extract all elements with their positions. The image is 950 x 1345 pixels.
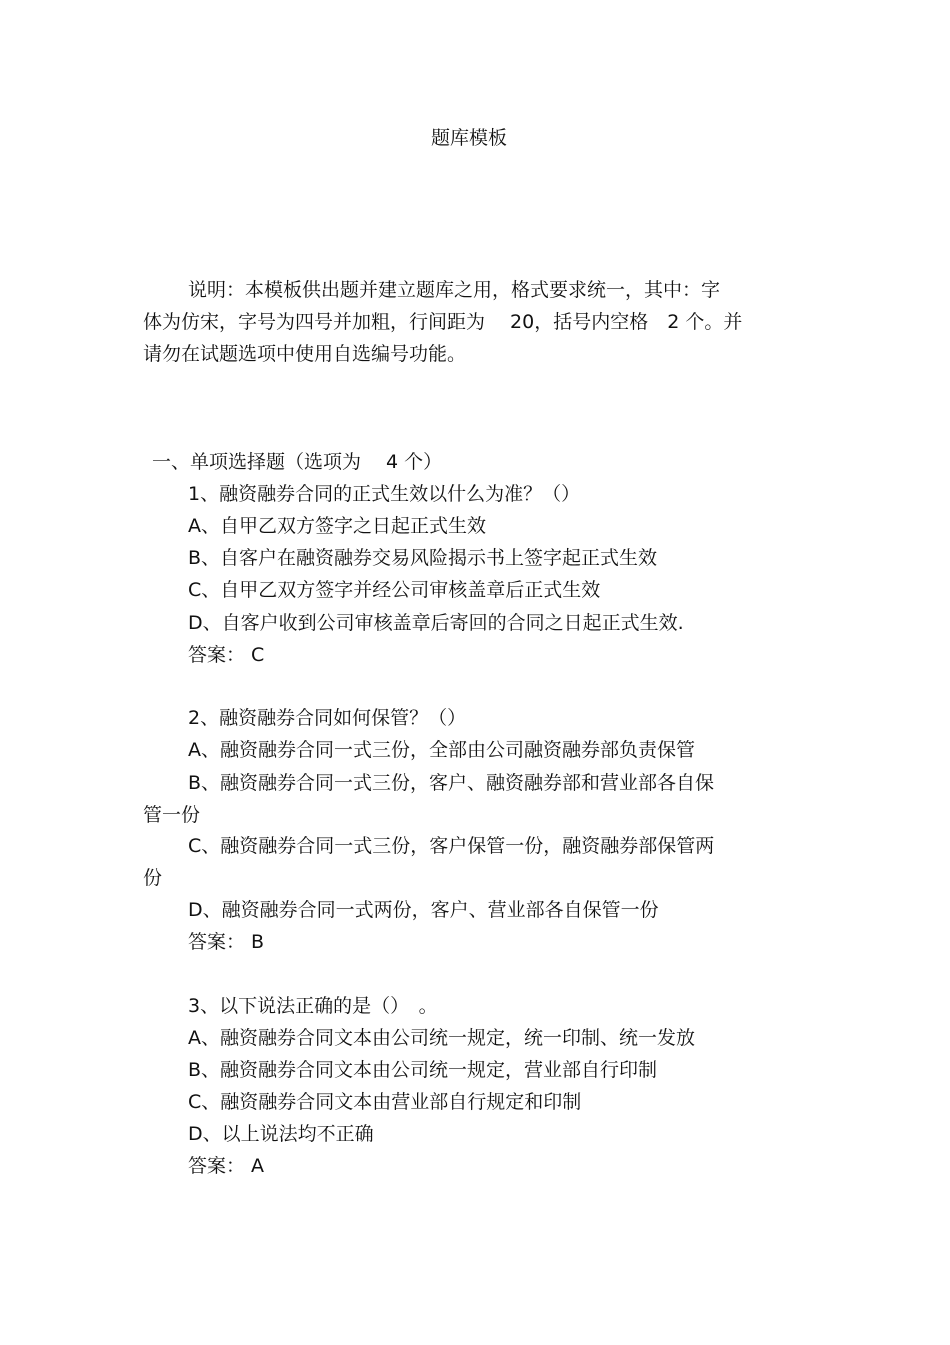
page-title: 题库模板	[431, 127, 508, 149]
intro-line-3: 请勿在试题选项中使用自选编号功能。	[143, 343, 467, 365]
question-2-option-c-continued: 份	[143, 867, 163, 889]
intro-line-2: 体为仿宋，字号为四号并加粗，行间距为 20，括号内空格 2 个。并	[143, 311, 743, 333]
question-3-stem: 3、以下说法正确的是（） 。	[188, 995, 438, 1017]
question-1-option-c: C、自甲乙双方签字并经公司审核盖章后正式生效	[188, 579, 601, 601]
intro-line-1: 说明：本模板供出题并建立题库之用，格式要求统一，其中：字	[188, 279, 721, 301]
question-3-option-c: C、融资融券合同文本由营业部自行规定和印制	[188, 1091, 582, 1113]
question-3-option-b: B、融资融券合同文本由公司统一规定，营业部自行印制	[188, 1059, 658, 1081]
question-2-answer: 答案： B	[188, 931, 265, 953]
question-3-answer: 答案： A	[188, 1155, 265, 1177]
question-2-option-d: D、融资融券合同一式两份，客户、营业部各自保管一份	[188, 899, 659, 921]
question-1-option-b: B、自客户在融资融券交易风险揭示书上签字起正式生效	[188, 547, 658, 569]
question-3-option-d: D、以上说法均不正确	[188, 1123, 374, 1145]
question-1-stem: 1、融资融券合同的正式生效以什么为准？（）	[188, 483, 581, 505]
question-2-option-a: A、融资融券合同一式三份，全部由公司融资融券部负责保管	[188, 739, 695, 761]
question-1-option-d: D、自客户收到公司审核盖章后寄回的合同之日起正式生效.	[188, 612, 684, 634]
question-2-stem: 2、融资融券合同如何保管？（）	[188, 707, 467, 729]
question-1-answer: 答案： C	[188, 644, 265, 666]
question-2-option-c: C、融资融券合同一式三份，客户保管一份，融资融券部保管两	[188, 835, 715, 857]
question-3-option-a: A、融资融券合同文本由公司统一规定，统一印制、统一发放	[188, 1027, 695, 1049]
question-2-option-b-continued: 管一份	[143, 804, 201, 826]
section-heading: 一、单项选择题（选项为 4 个）	[152, 451, 443, 473]
question-2-option-b: B、融资融券合同一式三份，客户、融资融券部和营业部各自保	[188, 772, 715, 794]
question-1-option-a: A、自甲乙双方签字之日起正式生效	[188, 515, 486, 537]
